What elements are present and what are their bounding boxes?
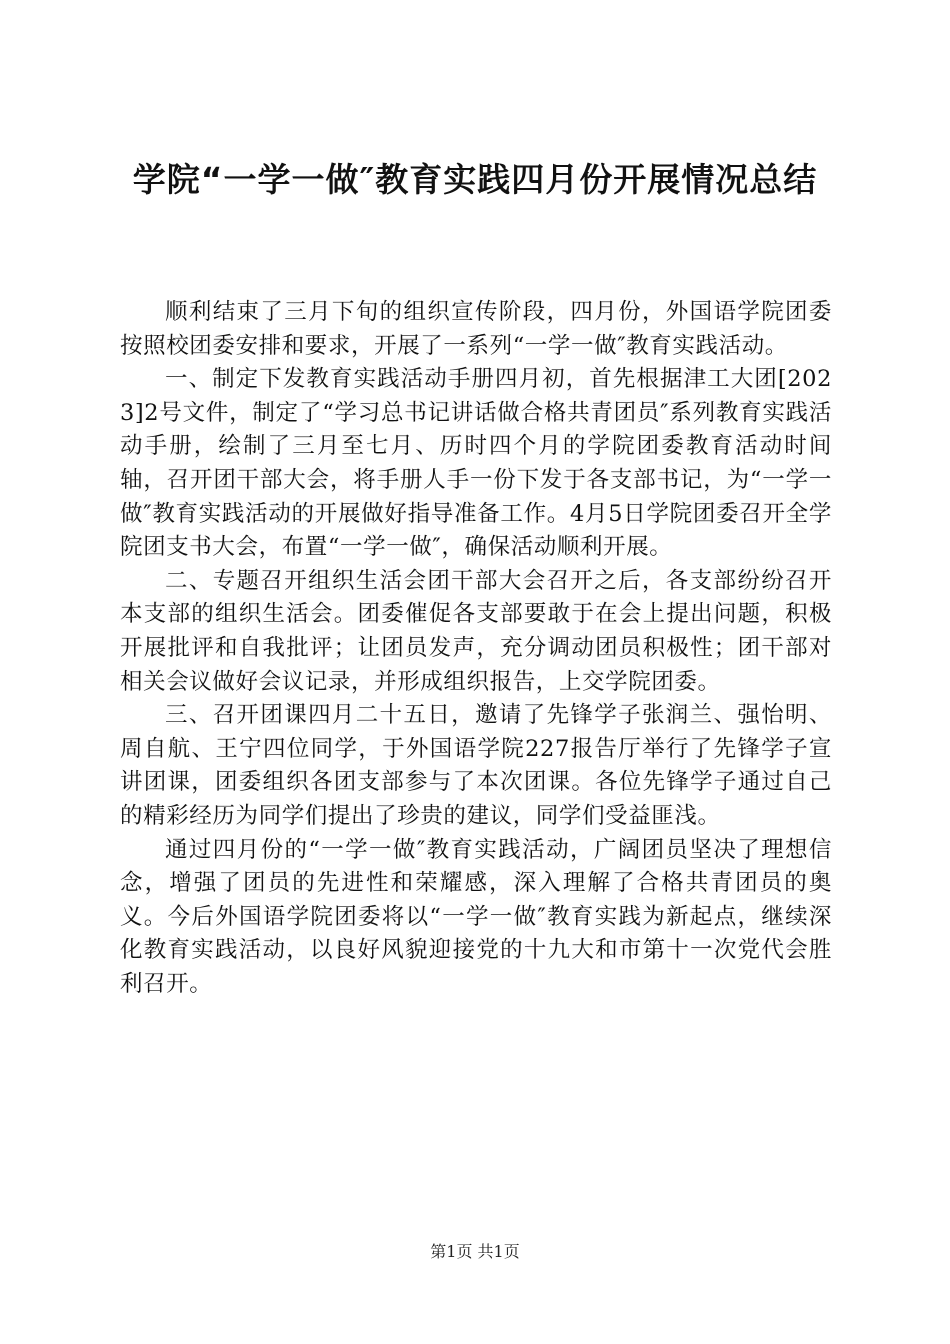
page-number-footer: 第1页 共1页	[430, 1242, 520, 1261]
paragraph-section-3: 三、召开团课四月二十五日，邀请了先锋学子张润兰、强怡明、周自航、王宁四位同学，于外国语学院227报告厅举行了先锋学子宣讲团课，团委组织各团支部参与了本次团课。各位先锋学子通过自己的精彩经历为同学们提出了珍贵的建议，同学们受益匪浅。	[120, 702, 832, 829]
document-body	[120, 296, 832, 1001]
document-title: 学院“一学一做″教育实践四月份开展情况总结	[132, 160, 818, 199]
paragraph-intro: 顺利结束了三月下旬的组织宣传阶段，四月份，外国语学院团委按照校团委安排和要求，开展了一系列“一学一做″教育实践活动。	[120, 299, 832, 359]
paragraph-section-1: 一、制定下发教育实践活动手册四月初，首先根据津工大团[2023]2号文件，制定了“学习总书记讲话做合格共青团员″系列教育实践活动手册，绘制了三月至七月、历时四个月的学院团委教育活动时间轴，召开团干部大会，将手册人手一份下发于各支部书记，为“一学一做″教育实践活动的开展做好指导准备工作。4月5日学院团委召开全学院团支书大会，布置“一学一做″，确保活动顺利开展。	[120, 366, 832, 561]
paragraph-conclusion: 通过四月份的“一学一做″教育实践活动，广阔团员坚决了理想信念，增强了团员的先进性和荣耀感，深入理解了合格共青团员的奥义。今后外国语学院团委将以“一学一做″教育实践为新起点，继续深化教育实践活动，以良好风貌迎接党的十九大和市第十一次党代会胜利召开。	[120, 836, 832, 997]
paragraph-section-2: 二、专题召开组织生活会团干部大会召开之后，各支部纷纷召开本支部的组织生活会。团委催促各支部要敢于在会上提出问题，积极开展批评和自我批评；让团员发声，充分调动团员积极性；团干部对相关会议做好会议记录，并形成组织报告，上交学院团委。	[120, 567, 832, 695]
